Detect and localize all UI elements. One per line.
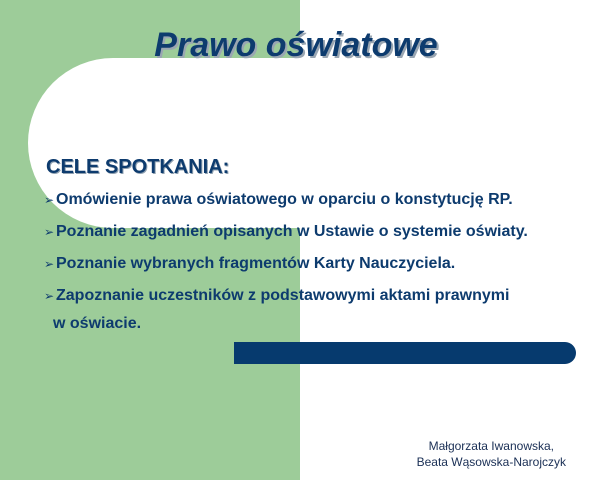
goal-text-continuation: w oświacie. — [53, 315, 142, 332]
slide-title: Prawo oświatowe — [154, 26, 438, 64]
arrow-bullet-icon: ➢ — [44, 289, 55, 303]
goal-item — [44, 286, 528, 334]
arrow-bullet-icon: ➢ — [44, 225, 55, 239]
goal-text: Poznanie zagadnień opisanych w Ustawie o systemie oświaty. — [56, 223, 528, 240]
authors-block — [417, 438, 566, 470]
goal-text: Poznanie wybranych fragmentów Karty Nauczyciela. — [56, 255, 456, 272]
author-line: Małgorzata Iwanowska, — [428, 439, 554, 453]
goal-item — [44, 254, 528, 274]
decorative-navy-bar — [234, 342, 576, 364]
goals-list — [44, 190, 528, 346]
author-line: Beata Wąsowska-Narojczyk — [416, 455, 566, 469]
arrow-bullet-icon: ➢ — [44, 257, 55, 271]
section-heading: CELE SPOTKANIA: — [46, 156, 230, 178]
goal-text: Omówienie prawa oświatowego w oparciu o konstytucję RP. — [56, 191, 513, 208]
goal-item — [44, 222, 528, 242]
goal-item — [44, 190, 528, 210]
arrow-bullet-icon: ➢ — [44, 193, 55, 207]
goal-text: Zapoznanie uczestników z podstawowymi aktami prawnymi — [56, 287, 510, 304]
